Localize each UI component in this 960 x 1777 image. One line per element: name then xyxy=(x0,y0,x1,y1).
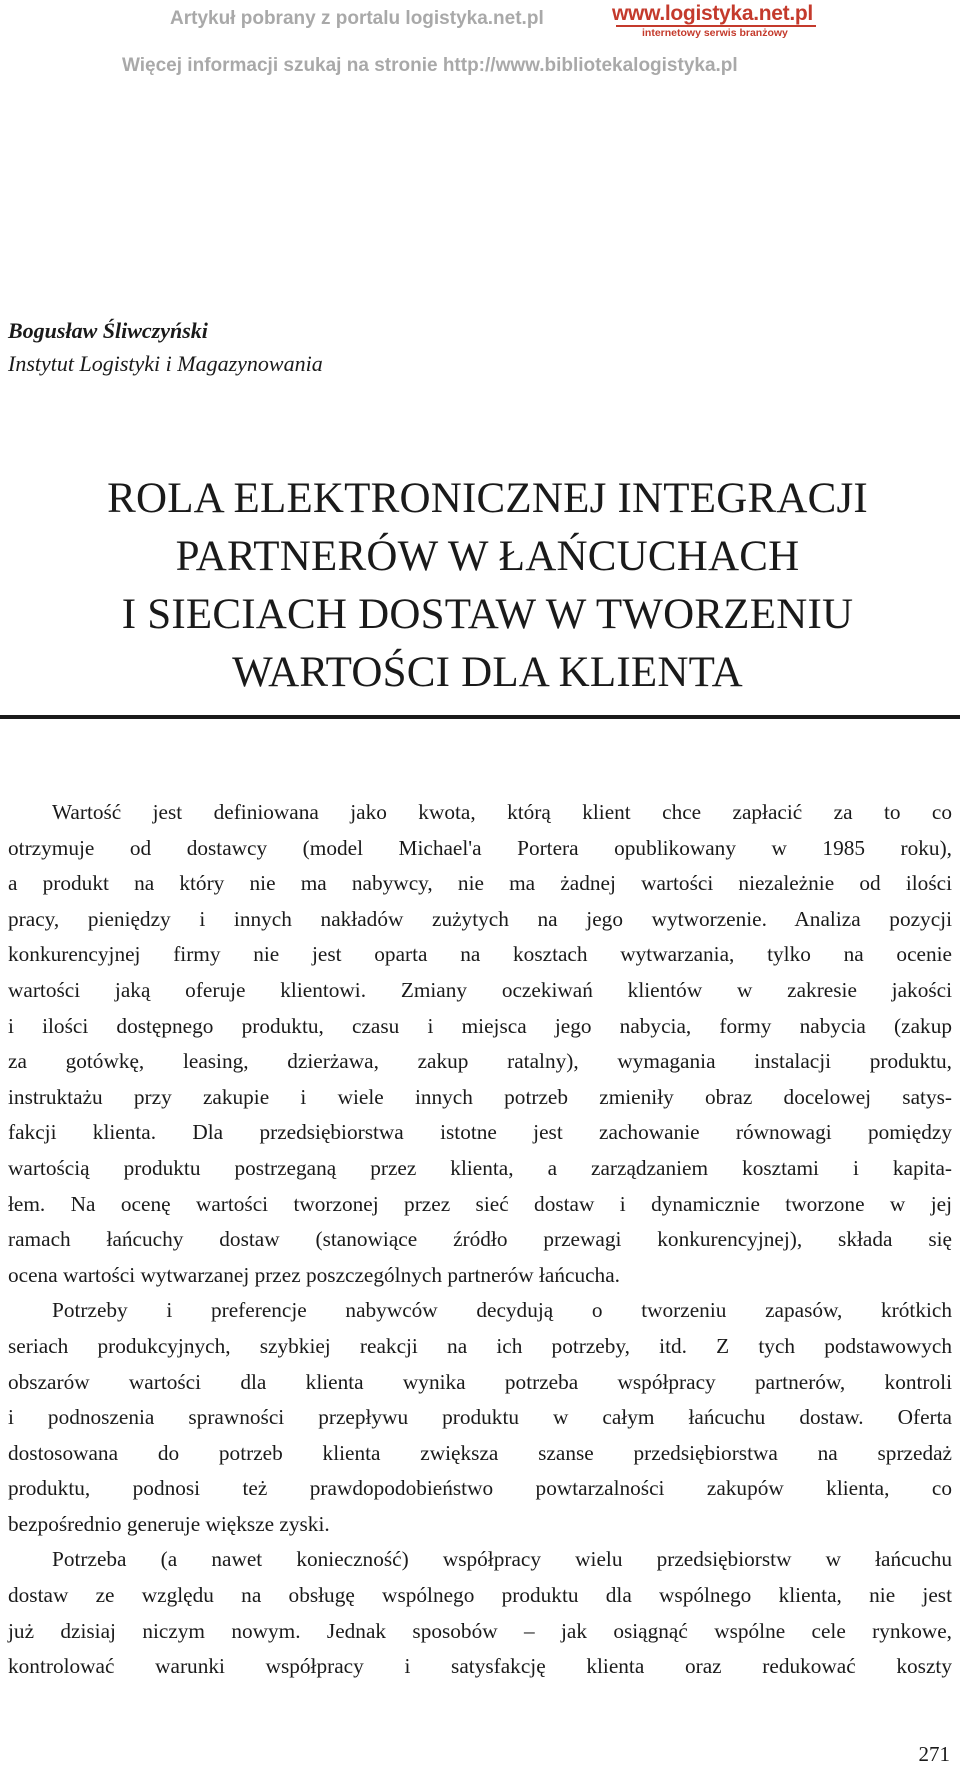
text-line: już dzisiaj niczym nowym. Jednak sposobów – jak osiągnąć wspólne cele rynkowe, xyxy=(8,1618,952,1643)
body-paragraph xyxy=(8,1542,952,1684)
title-line: PARTNERÓW W ŁAŃCUCHACH xyxy=(175,533,800,580)
text-line: Potrzeba (a nawet konieczność) współpracy wielu przedsiębiorstw w łańcuchu xyxy=(52,1547,952,1572)
logo-main-text: www.logistyka.net.pl xyxy=(612,2,813,25)
text-line: obszarów wartości dla klienta wynika potrzeba współpracy partnerów, kontroli xyxy=(8,1369,952,1394)
title-divider xyxy=(0,715,960,719)
text-line: dostaw ze względu na obsługę wspólnego produktu dla wspólnego klienta, nie jest xyxy=(8,1583,952,1608)
logo-subtitle: internetowy serwis branżowy xyxy=(642,27,788,39)
text-line: a produkt na który nie ma nabywcy, nie ma żadnej wartości niezależnie od ilości xyxy=(8,871,952,896)
title-line: WARTOŚCI DLA KLIENTA xyxy=(232,649,743,696)
text-line: konkurencyjnej firmy nie jest oparta na kosztach wytwarzania, tylko na ocenie xyxy=(8,942,952,967)
body-paragraph xyxy=(8,795,952,1293)
article-title xyxy=(20,470,955,702)
header-more-info-line: Więcej informacji szukaj na stronie http://www.bibliotekalogistyka.pl xyxy=(122,55,738,76)
body-paragraph xyxy=(8,1293,952,1542)
text-line: i ilości dostępnego produktu, czasu i miejsca jego nabycia, formy nabycia (zakup xyxy=(8,1013,952,1038)
text-line: fakcji klienta. Dla przedsiębiorstwa istotne jest zachowanie równowagi pomiędzy xyxy=(8,1120,952,1145)
text-line: Potrzeby i preferencje nabywców decydują o tworzeniu zapasów, krótkich xyxy=(52,1298,952,1323)
text-line: instruktażu przy zakupie i wiele innych potrzeb zmieniły obraz docelowej satys- xyxy=(8,1084,952,1109)
title-line: ROLA ELEKTRONICZNEJ INTEGRACJI xyxy=(107,475,868,522)
title-line: I SIECIACH DOSTAW W TWORZENIU xyxy=(121,591,854,638)
text-line: dostosowana do potrzeb klienta zwiększa szanse przedsiębiorstwa na sprzedaż xyxy=(8,1440,952,1465)
text-line: produktu, podnosi też prawdopodobieństwo powtarzalności zakupów klienta, co xyxy=(8,1476,952,1501)
page-number: 271 xyxy=(918,1742,950,1766)
text-line: za gotówkę, leasing, dzierżawa, zakup ratalny), wymagania instalacji produktu, xyxy=(8,1049,952,1074)
text-line: otrzymuje od dostawcy (model Michael'a Portera opublikowany w 1985 roku), xyxy=(8,835,952,860)
text-line: kontrolować warunki współpracy i satysfakcję klienta oraz redukować koszty xyxy=(8,1654,952,1679)
text-line: wartością produktu postrzeganą przez klienta, a zarządzaniem kosztami i kapita- xyxy=(8,1155,952,1180)
text-line: bezpośrednio generuje większe zyski. xyxy=(8,1511,330,1536)
article-body xyxy=(8,795,952,1685)
text-line: ocena wartości wytwarzanej przez poszczególnych partnerów łańcucha. xyxy=(8,1262,620,1287)
text-line: Wartość jest definiowana jako kwota, którą klient chce zapłacić za to co xyxy=(52,800,952,824)
text-line: seriach produkcyjnych, szybkiej reakcji na ich potrzeby, itd. Z tych podstawowych xyxy=(8,1333,952,1358)
text-line: i podnoszenia sprawności przepływu produktu w całym łańcuchu dostaw. Oferta xyxy=(8,1405,952,1430)
text-line: wartości jaką oferuje klientowi. Zmiany oczekiwań klientów w zakresie jakości xyxy=(8,977,952,1002)
text-line: pracy, pieniędzy i innych nakładów zużytych na jego wytworzenie. Analiza pozycji xyxy=(8,906,952,931)
text-line: łem. Na ocenę wartości tworzonej przez sieć dostaw i dynamicznie tworzone w jej xyxy=(8,1191,952,1216)
author-affiliation: Instytut Logistyki i Magazynowania xyxy=(8,351,323,376)
text-line: ramach łańcuchy dostaw (stanowiące źródło przewagi konkurencyjnej), składa się xyxy=(8,1227,952,1252)
logistyka-logo xyxy=(612,0,822,42)
header-source-line: Artykuł pobrany z portalu logistyka.net.pl xyxy=(170,8,544,29)
author-name: Bogusław Śliwczyński xyxy=(8,318,208,343)
